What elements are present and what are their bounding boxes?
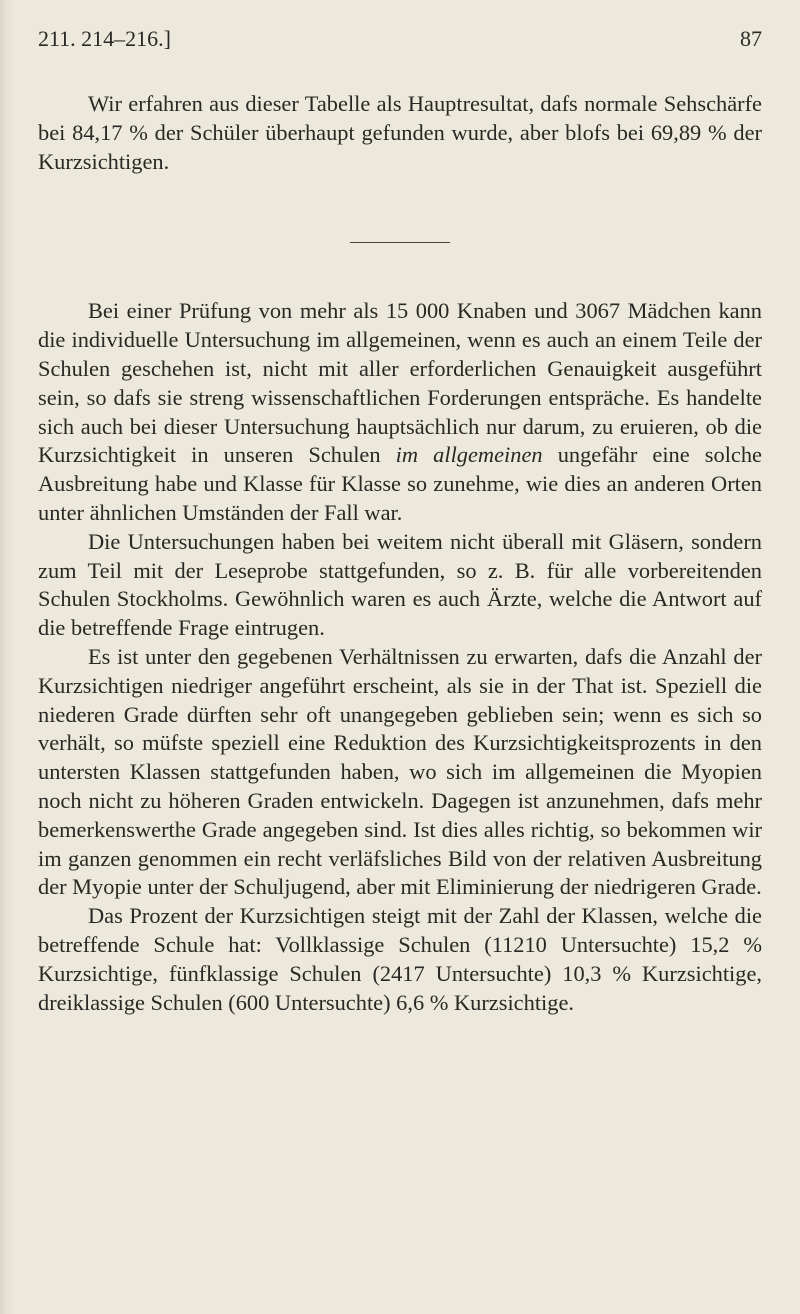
section-reference: 211. 214–216.] <box>38 26 172 51</box>
section-divider <box>350 242 450 243</box>
paragraph-methods: Die Untersuchungen haben bei weitem nicht überall mit Gläsern, sondern zum Teil mit der Leseprobe stattgefunden, so z. B. für alle vorbereitenden Schulen Stockholms. Gewöhnlich waren es auch Ärzte, welche die Antwort auf die betreffende Frage eintrugen. <box>38 528 762 641</box>
paragraph-examination <box>38 297 762 527</box>
paragraph-percentages: Das Prozent der Kurzsichtigen steigt mit der Zahl der Klassen, welche die betreffende Schule hat: Vollklassige Schulen (11210 Untersuchte) 15,2 % Kurzsichtige, fünfklassige Schulen (2417 Untersuchte) 10,3 % Kurzsichtige, dreiklassige Schulen (600 Untersuchte) 6,6 % Kurzsichtige. <box>38 903 762 1015</box>
page-number: 87 <box>740 26 762 51</box>
paragraph-result: Wir erfahren aus dieser Tabelle als Hauptresultat, dafs normale Sehschärfe bei 84,17 % der Schüler überhaupt gefunden wurde, aber blofs bei 69,89 % der Kurzsichtigen. <box>38 91 762 174</box>
paragraph-expectation: Es ist unter den gegebenen Verhältnissen zu erwarten, dafs die Anzahl der Kurzsichtigen niedriger angeführt erscheint, als sie in der That ist. Speziell die niederen Grade dürften sehr oft unangegeben geblieben sein; wenn es sich so verhält, so müfste speziell eine Reduktion des Kurzsichtigkeitsprozents in den untersten Klassen stattgefunden haben, wo sich im allgemeinen die Myopien noch nicht zu höheren Graden entwickeln. Dagegen ist anzunehmen, dafs mehr bemerkenswerthe Grade angegeben sind. Ist dies alles richtig, so bekommen wir im ganzen genommen ein recht verläfsliches Bild von der relativen Ausbreitung der Myopie unter der Schuljugend, aber mit Eliminierung der niedrigeren Grade. <box>38 643 762 900</box>
running-header <box>38 26 762 56</box>
paragraph-examination-text: Bei einer Prüfung von mehr als 15 000 Knaben und 3067 Mädchen kann die individuelle Untersuchung im allgemeinen, wenn es auch an einem Teile der Schulen geschehen ist, nicht mit aller erforderlichen Genauigkeit ausgeführt sein, so dafs sie streng wissenschaftlichen Forderungen entspräche. Es handelte sich auch bei dieser Untersuchung hauptsächlich nur darum, zu eruieren, ob die Kurzsichtigkeit in unseren Schulen <box>38 298 762 468</box>
paragraph-examination-continuation: ungefähr eine solche Ausbreitung habe und Klasse für Klasse so zunehme, wie dies an anderen Orten unter ähnlichen Umständen der Fall war. <box>38 442 762 525</box>
italic-phrase: im allgemeinen <box>395 442 543 468</box>
page-body <box>38 90 762 1017</box>
